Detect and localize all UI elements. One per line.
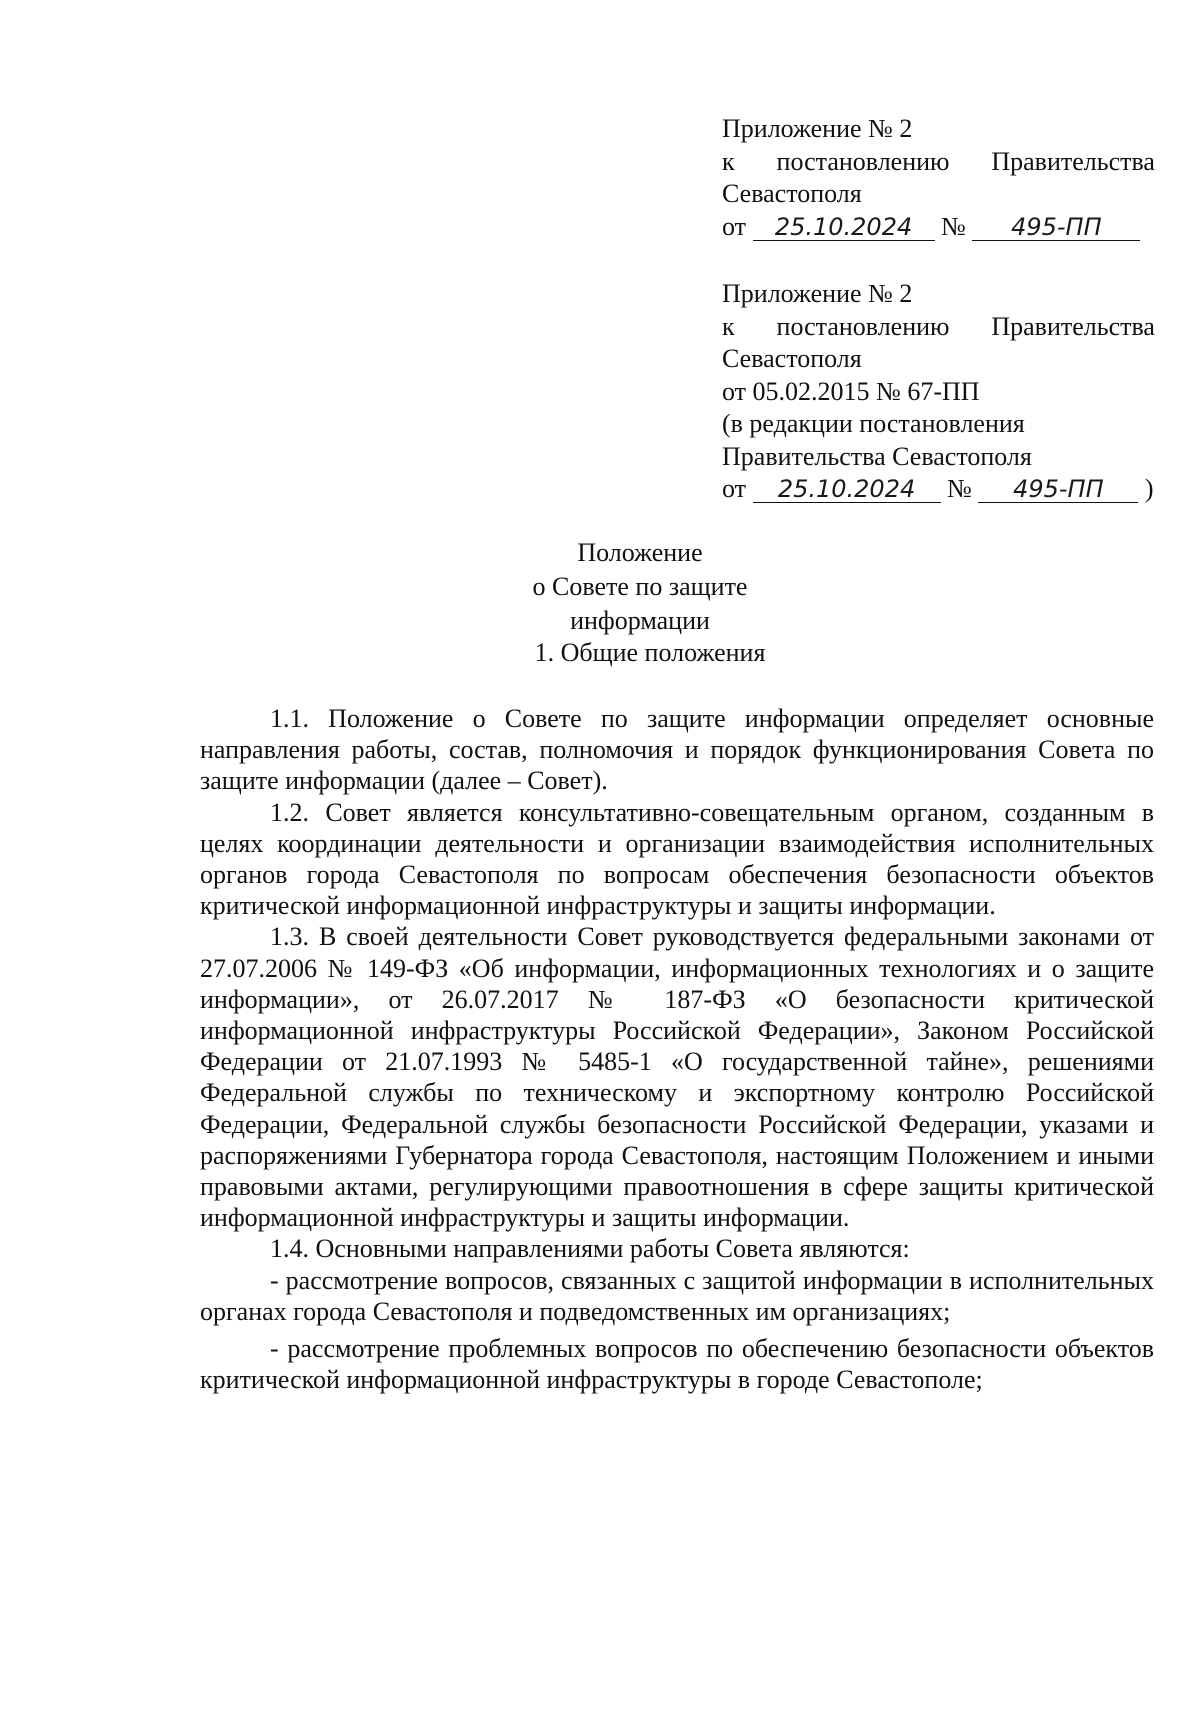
handwritten-date: 25.10.2024 [753,214,935,241]
word: постановлению [776,146,950,176]
word: Правительства [991,311,1155,341]
number-prefix: № [941,211,966,241]
document-body [200,703,1154,1395]
attachment-decree-line [722,311,1155,344]
paragraph-1-4: 1.4. Основными направлениями работы Совета являются: [270,1234,910,1264]
number-prefix: № [947,474,972,503]
attachment-city: Севастополя [722,344,862,373]
attachment-decree-line [722,146,1155,179]
document-title: Положение [577,538,703,567]
attachment-title: Приложение № 2 [722,279,913,308]
closing-parenthesis: ) [1144,474,1154,503]
section-heading: 1. Общие положения [534,638,766,667]
handwritten-date: 25.10.2024 [753,476,941,503]
word: Правительства [991,146,1155,176]
date-prefix: от [722,474,747,503]
word: к [722,311,735,341]
handwritten-number: 495-ПП [978,476,1138,503]
attachment-revision-note: (в редакции постановления [722,409,1025,438]
handwritten-number: 495-ПП [972,214,1140,241]
paragraph-1-2: 1.2. Совет является консультативно-совещательным органом, созданным в целях координации деятельности и организации взаимодействия исполнительных органов города Севастополя по вопросам обеспечения безопасности объектов критической информационной инфраструктуры и защиты информации. [200,797,1154,921]
word: к [722,146,735,176]
document-subtitle: о Совете по защите информации [532,572,748,635]
word: постановлению [776,311,950,341]
attachment-title: Приложение № 2 [722,114,913,143]
attachment-city: Севастополя [722,179,862,208]
attachment-header-original [722,278,1155,506]
attachment-revision-authority: Правительства Севастополя [722,441,1032,471]
paragraph-1-3: 1.3. В своей деятельности Совет руководствуется федеральными законами от 27.07.2006 № 149-ФЗ «Об информации, информационных технологиях и о защите информации», от 26.07.2017 № 187-ФЗ «О безопасности критической информационной инфраструктуры Российской Федерации», Законом Российской Федерации от 21.07.1993 № 5485-1 «О государственной тайне», решениями Федеральной службы по техническому и экспортному контролю Российской Федерации, Федеральной службы безопасности Российской Федерации, указами и распоряжениями Губернатора города Севастополя, настоящим Положением и иными правовыми актами, регулирующими правоотношения в сфере защиты критической информационной инфраструктуры и защиты информации. [200,922,1154,1233]
attachment-original-decree: от 05.02.2015 № 67-ПП [722,376,980,406]
attachment-date-number-line [722,211,1155,244]
list-item: - рассмотрение проблемных вопросов по обеспечению безопасности объектов критической информационной инфраструктуры в городе Севастополе; [200,1334,1154,1395]
list-item: - рассмотрение вопросов, связанных с защитой информации в исполнительных органах города Севастополя и подведомственных им организациях; [200,1265,1154,1326]
attachment-date-number-line [722,473,1155,506]
attachment-header-current [722,113,1155,243]
date-prefix: от [722,211,747,241]
paragraph-1-1: 1.1. Положение о Совете по защите информации определяет основные направления работы, состав, полномочия и порядок функционирования Совета по защите информации (далее – Совет). [200,704,1154,796]
